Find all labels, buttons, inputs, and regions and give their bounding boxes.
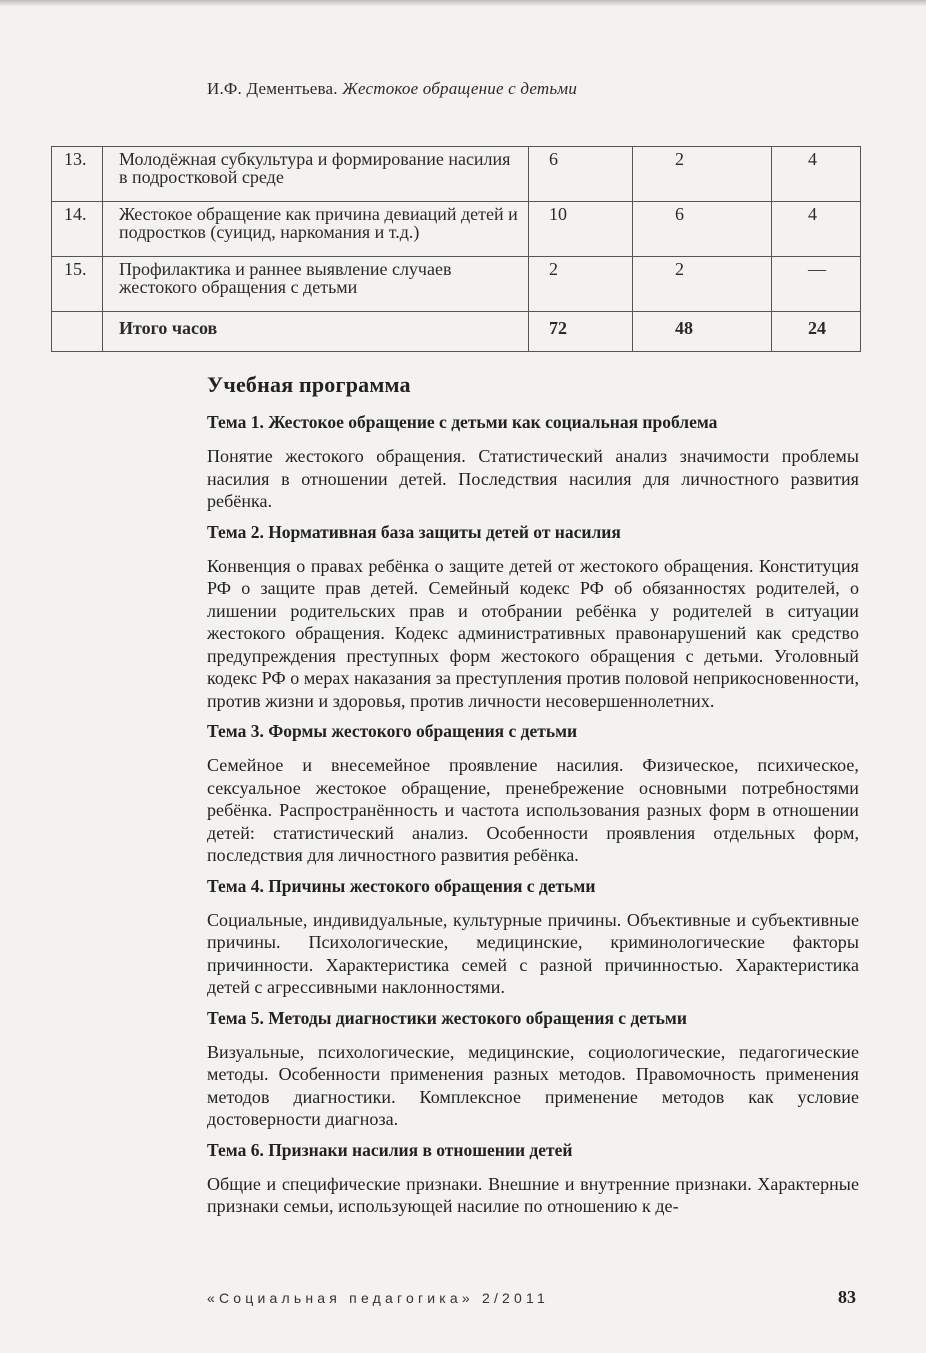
section-title: Учебная программа — [207, 372, 411, 397]
totals-total-hours: 72 — [529, 312, 633, 352]
topic-text: Социальные, индивидуальные, культурные причины. Объективные и субъективные причины. Психологические, медицинские, криминологические факторы причинности. Характеристика семей с разной причинностью. Характеристика детей с агрессивными наклонностями. — [207, 909, 859, 997]
topic-text: Конвенция о правах ребёнка о защите детей от жестокого обращения. Конституция РФ о защите прав детей. Семейный кодекс РФ об обязанностях родителей, о лишении родительских прав и отобрании ребёнка у родителей в ситуации жестокого обращения. Кодекс административных правонарушений как средство предупреждения преступных форм жестокого обращения с детьми. Уголовный кодекс РФ о мерах наказания за преступления против половой неприкосновенности, против жизни и здоровья, против личности несовершеннолетних. — [207, 555, 859, 711]
topic-heading: Тема 6. Признаки насилия в отношении детей — [207, 1139, 573, 1160]
row-topic: Жестокое обращение как причина девиаций детей и подростков (суицид, наркомания и т.д.) — [103, 202, 529, 257]
topic-text: Общие и специфические признаки. Внешние и внутренние признаки. Характерные признаки семьи, использующей насилие по отношению к де- — [207, 1173, 859, 1216]
topic-block — [207, 412, 859, 513]
row-topic: Молодёжная субкультура и формирование насилия в подростковой среде — [103, 147, 529, 202]
topic-block — [207, 522, 859, 713]
row-seminar-hours: 4 — [772, 202, 861, 257]
row-number: 15. — [52, 257, 103, 312]
row-lecture-hours: 6 — [633, 202, 772, 257]
totals-empty-cell — [52, 312, 103, 352]
running-head-title: Жестокое обращение с детьми — [342, 79, 578, 98]
running-head-author: И.Ф. Дементьева. — [207, 79, 338, 98]
row-number: 14. — [52, 202, 103, 257]
row-lecture-hours: 2 — [633, 147, 772, 202]
topic-heading: Тема 2. Нормативная база защиты детей от насилия — [207, 521, 621, 542]
topic-block — [207, 1008, 859, 1131]
row-lecture-hours: 2 — [633, 257, 772, 312]
totals-label: Итого часов — [103, 312, 529, 352]
topic-heading: Тема 5. Методы диагностики жестокого обращения с детьми — [207, 1007, 687, 1028]
curriculum-content — [207, 372, 859, 1227]
row-number: 13. — [52, 147, 103, 202]
row-seminar-hours: 4 — [772, 147, 861, 202]
hours-table — [51, 146, 861, 352]
page-number: 83 — [838, 1287, 856, 1307]
topic-text: Визуальные, психологические, медицинские, социологические, педагогические методы. Особенности применения разных методов. Правомочность применения методов диагностики. Комплексное применение методов как условие достоверности диагноза. — [207, 1041, 859, 1129]
footer-journal-name: «Социальная педагогика» 2/2011 — [207, 1290, 549, 1306]
row-total-hours: 6 — [529, 147, 633, 202]
topic-heading: Тема 4. Причины жестокого обращения с детьми — [207, 875, 596, 896]
topic-block — [207, 721, 859, 867]
topic-heading: Тема 3. Формы жестокого обращения с детьми — [207, 721, 578, 741]
row-topic: Профилактика и раннее выявление случаев жестокого обращения с детьми — [103, 257, 529, 312]
row-seminar-hours: — — [772, 257, 861, 312]
page-top-edge — [0, 0, 926, 6]
table-row — [52, 257, 861, 312]
topic-block — [207, 876, 859, 999]
totals-row — [52, 312, 861, 352]
totals-lecture-hours: 48 — [633, 312, 772, 352]
topic-text: Понятие жестокого обращения. Статистический анализ значимости проблемы насилия в отношении детей. Последствия насилия для личностного развития ребёнка. — [207, 446, 859, 511]
table-row — [52, 147, 861, 202]
topic-heading: Тема 1. Жестокое обращение с детьми как социальная проблема — [207, 412, 718, 432]
running-head — [207, 79, 577, 99]
row-total-hours: 10 — [529, 202, 633, 257]
topic-block — [207, 1140, 859, 1218]
table-row — [52, 202, 861, 257]
totals-seminar-hours: 24 — [772, 312, 861, 352]
topic-text: Семейное и внесемейное проявление насилия. Физическое, психическое, сексуальное жестокое обращение, пренебрежение основными потребностями ребёнка. Распространённость и частота использования разных форм в отношении детей: статистический анализ. Особенности проявления отдельных форм, последствия для личностного развития ребёнка. — [207, 755, 859, 865]
row-total-hours: 2 — [529, 257, 633, 312]
